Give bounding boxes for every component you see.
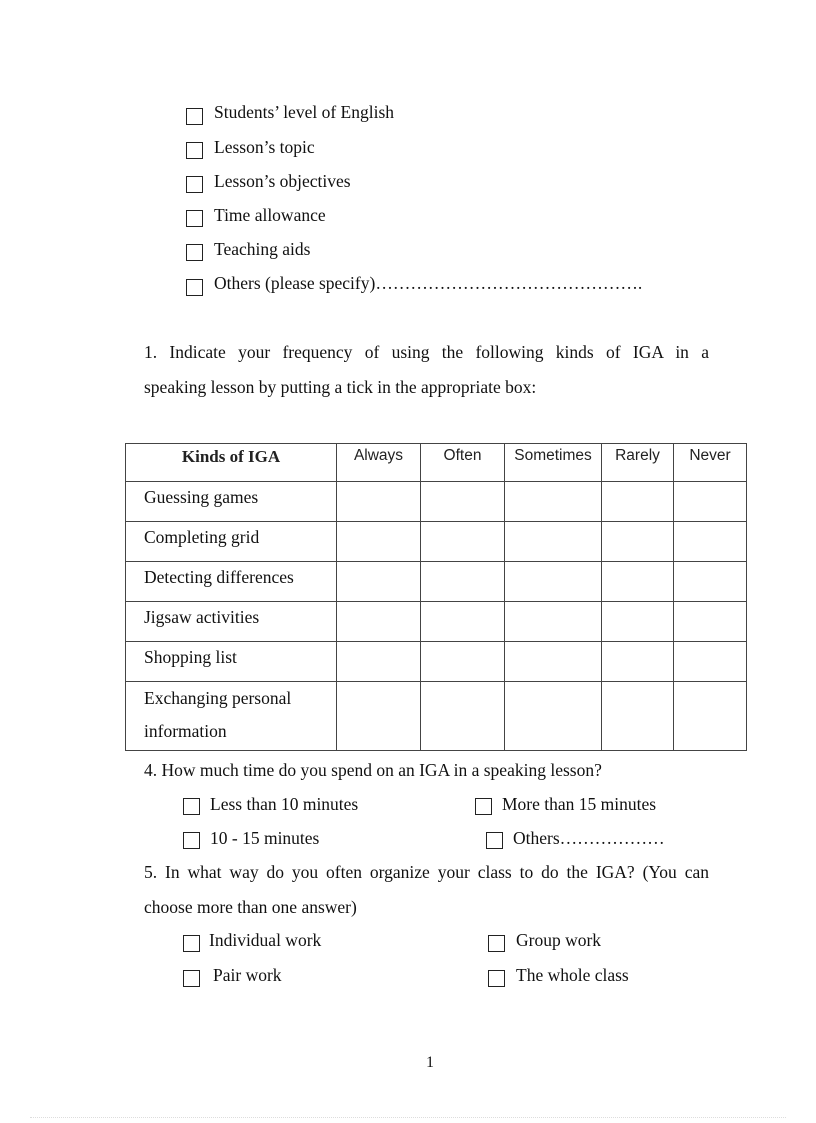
row-label: Detecting differences bbox=[126, 562, 337, 602]
question-5-line-2: choose more than one answer) bbox=[144, 897, 357, 917]
checkbox-whole-class[interactable] bbox=[488, 970, 505, 987]
tick-cell[interactable] bbox=[337, 682, 421, 751]
tick-cell[interactable] bbox=[602, 482, 674, 522]
row-label: Completing grid bbox=[126, 522, 337, 562]
factor-label-1: Students’ level of English bbox=[214, 102, 394, 122]
question-5-line-1: 5. In what way do you often organize your class to do the IGA? (You can bbox=[144, 862, 709, 882]
tick-cell[interactable] bbox=[421, 562, 505, 602]
checkbox-others-time[interactable] bbox=[486, 832, 503, 849]
tick-cell[interactable] bbox=[337, 482, 421, 522]
tick-cell[interactable] bbox=[505, 562, 602, 602]
tick-cell[interactable] bbox=[602, 562, 674, 602]
checkbox-group-work[interactable] bbox=[488, 935, 505, 952]
tick-cell[interactable] bbox=[505, 602, 602, 642]
factor-label-2: Lesson’s topic bbox=[214, 137, 315, 157]
checkbox-factor-4[interactable] bbox=[186, 210, 203, 227]
tick-cell[interactable] bbox=[421, 642, 505, 682]
table-row bbox=[126, 522, 747, 562]
header-sometimes: Sometimes bbox=[505, 444, 602, 482]
header-always: Always bbox=[337, 444, 421, 482]
option-individual-work: Individual work bbox=[209, 930, 322, 950]
checkbox-factor-6[interactable] bbox=[186, 279, 203, 296]
tick-cell[interactable] bbox=[674, 642, 747, 682]
tick-cell[interactable] bbox=[337, 522, 421, 562]
tick-cell[interactable] bbox=[505, 522, 602, 562]
header-rarely: Rarely bbox=[602, 444, 674, 482]
tick-cell[interactable] bbox=[337, 602, 421, 642]
tick-cell[interactable] bbox=[421, 602, 505, 642]
tick-cell[interactable] bbox=[421, 522, 505, 562]
factor-label-6: Others (please specify)………………………………………. bbox=[214, 273, 643, 293]
row-label: Jigsaw activities bbox=[126, 602, 337, 642]
option-whole-class: The whole class bbox=[516, 965, 629, 985]
tick-cell[interactable] bbox=[674, 522, 747, 562]
checkbox-factor-2[interactable] bbox=[186, 142, 203, 159]
factor-label-3: Lesson’s objectives bbox=[214, 171, 351, 191]
option-10-15: 10 - 15 minutes bbox=[210, 828, 320, 848]
factor-label-4: Time allowance bbox=[214, 205, 326, 225]
tick-cell[interactable] bbox=[602, 602, 674, 642]
tick-cell[interactable] bbox=[602, 522, 674, 562]
option-pair-work: Pair work bbox=[213, 965, 282, 985]
option-less-than-10: Less than 10 minutes bbox=[210, 794, 359, 814]
tick-cell[interactable] bbox=[674, 602, 747, 642]
option-others-time: Others……………… bbox=[513, 828, 665, 848]
header-often: Often bbox=[421, 444, 505, 482]
tick-cell[interactable] bbox=[674, 482, 747, 522]
table-row bbox=[126, 602, 747, 642]
tick-cell[interactable] bbox=[337, 562, 421, 602]
table-row bbox=[126, 682, 747, 751]
factor-label-5: Teaching aids bbox=[214, 239, 311, 259]
row-label-multiline bbox=[126, 682, 337, 751]
option-group-work: Group work bbox=[516, 930, 602, 950]
page-number: 1 bbox=[426, 1054, 434, 1071]
tick-cell[interactable] bbox=[421, 482, 505, 522]
tick-cell[interactable] bbox=[337, 642, 421, 682]
row-label: Guessing games bbox=[126, 482, 337, 522]
header-never: Never bbox=[674, 444, 747, 482]
tick-cell[interactable] bbox=[674, 562, 747, 602]
question-1-line-2: speaking lesson by putting a tick in the appropriate box: bbox=[144, 377, 537, 397]
checkbox-10-15[interactable] bbox=[183, 832, 200, 849]
page-bottom-divider bbox=[30, 1117, 786, 1118]
question-1-line-1: 1. Indicate your frequency of using the following kinds of IGA in a bbox=[144, 342, 709, 362]
checkbox-less-than-10[interactable] bbox=[183, 798, 200, 815]
tick-cell[interactable] bbox=[602, 682, 674, 751]
frequency-table bbox=[125, 443, 747, 751]
checkbox-factor-5[interactable] bbox=[186, 244, 203, 261]
header-kinds-of-iga: Kinds of IGA bbox=[126, 444, 337, 482]
tick-cell[interactable] bbox=[674, 682, 747, 751]
question-4-text: 4. How much time do you spend on an IGA in a speaking lesson? bbox=[144, 760, 602, 780]
checkbox-factor-3[interactable] bbox=[186, 176, 203, 193]
tick-cell[interactable] bbox=[505, 682, 602, 751]
checkbox-factor-1[interactable] bbox=[186, 108, 203, 125]
table-row bbox=[126, 562, 747, 602]
tick-cell[interactable] bbox=[505, 642, 602, 682]
row-label: Shopping list bbox=[126, 642, 337, 682]
row-label-line-1: Exchanging personal bbox=[144, 688, 292, 708]
checkbox-individual-work[interactable] bbox=[183, 935, 200, 952]
table-row bbox=[126, 642, 747, 682]
option-more-than-15: More than 15 minutes bbox=[502, 794, 657, 814]
tick-cell[interactable] bbox=[602, 642, 674, 682]
row-label-line-2: information bbox=[144, 721, 227, 741]
table-header-row bbox=[126, 444, 747, 482]
table-row bbox=[126, 482, 747, 522]
checkbox-more-than-15[interactable] bbox=[475, 798, 492, 815]
tick-cell[interactable] bbox=[421, 682, 505, 751]
tick-cell[interactable] bbox=[505, 482, 602, 522]
checkbox-pair-work[interactable] bbox=[183, 970, 200, 987]
